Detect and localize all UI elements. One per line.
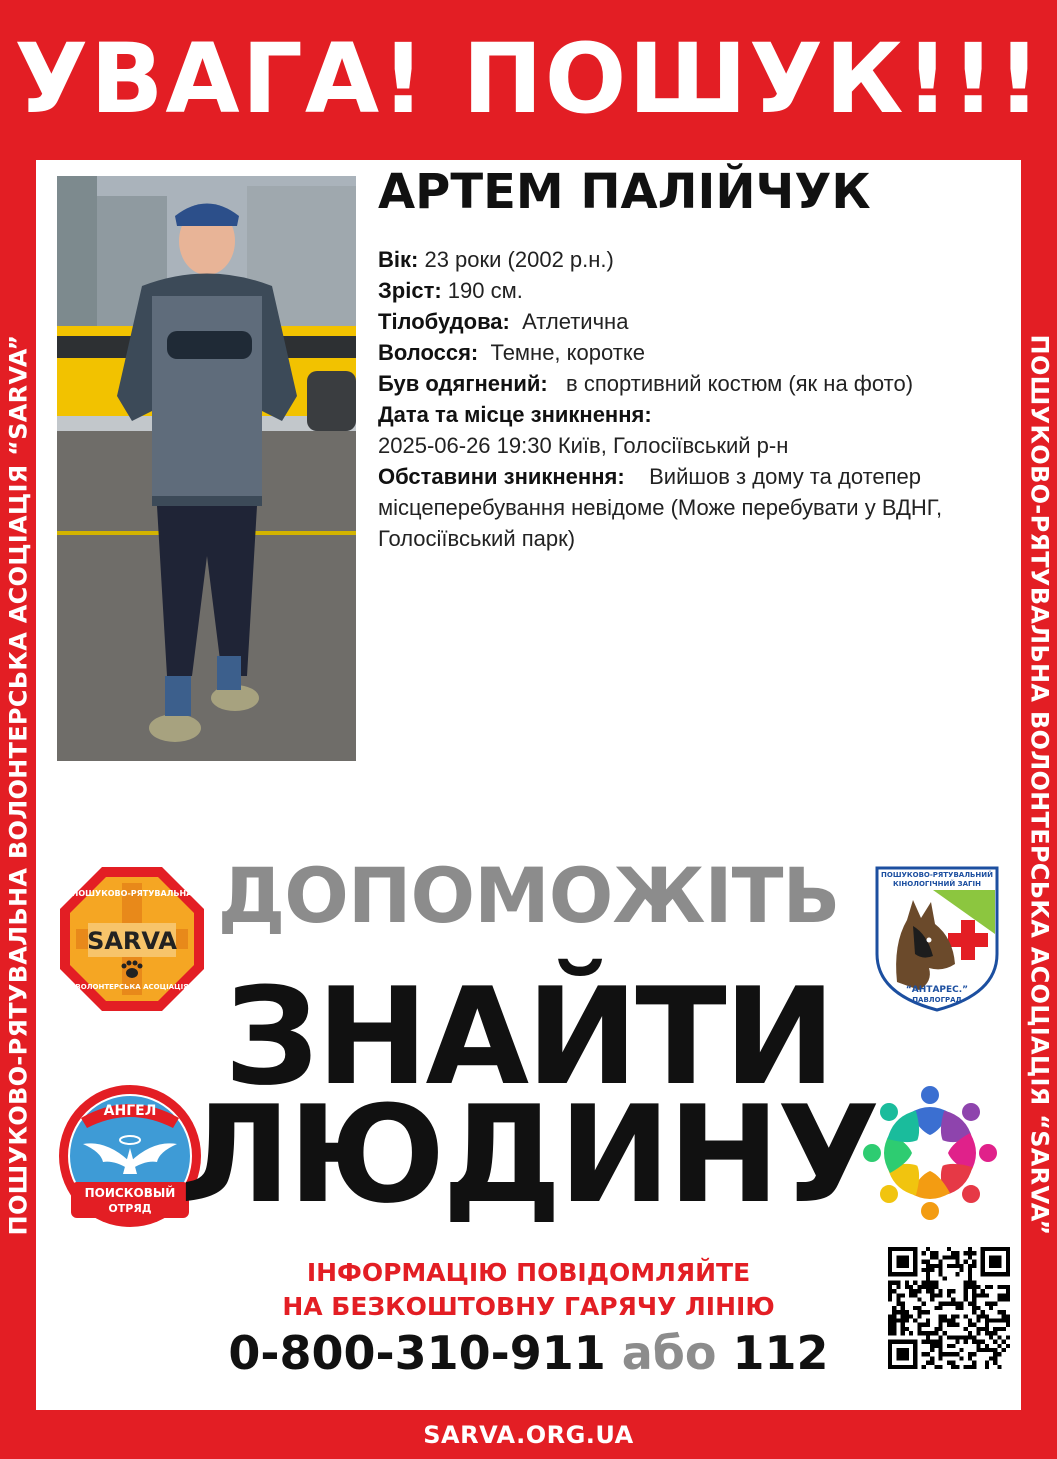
height-label: Зріст: bbox=[378, 278, 442, 303]
side-text-left: ПОШУКОВО-РЯТУВАЛЬНА ВОЛОНТЕРСЬКА АСОЦІАЦІЯ “SARVA” bbox=[4, 334, 33, 1236]
hair-row bbox=[378, 337, 998, 368]
poster-footer bbox=[0, 1410, 1057, 1459]
height-value: 190 см. bbox=[447, 278, 523, 303]
date-label: Дата та місце зникнення: bbox=[378, 402, 652, 427]
sarva-logo-name: SARVA bbox=[87, 927, 177, 955]
date-value: 2025-06-26 19:30 Київ, Голосіївський р-н bbox=[378, 433, 789, 458]
hotline-notice-line1: ІНФОРМАЦІЮ ПОВІДОМЛЯЙТЕ bbox=[306, 1258, 751, 1287]
photo-illustration bbox=[57, 176, 356, 761]
hotline-number[interactable]: 0-800-310-911 bbox=[228, 1326, 606, 1380]
find-heading-line1: ЗНАЙТИ bbox=[224, 959, 833, 1115]
date-label-row bbox=[378, 399, 998, 430]
angel-logo-top: АНГЕЛ bbox=[103, 1103, 157, 1119]
person-details bbox=[378, 244, 998, 554]
angel-logo-bottom1: ПОИСКОВЫЙ bbox=[84, 1186, 176, 1200]
circumstances-row bbox=[378, 461, 998, 554]
clothes-label: Був одягнений: bbox=[378, 371, 548, 396]
hotline-notice-line2: НА БЕЗКОШТОВНУ ГАРЯЧУ ЛІНІЮ bbox=[282, 1292, 775, 1321]
poster-header bbox=[0, 0, 1057, 158]
build-row bbox=[378, 306, 998, 337]
antares-top1: ПОШУКОВО-РЯТУВАЛЬНИЙ bbox=[881, 871, 993, 879]
phone-or: або bbox=[621, 1326, 717, 1380]
person-photo bbox=[57, 176, 356, 761]
clothes-row bbox=[378, 368, 998, 399]
age-value: 23 роки (2002 р.н.) bbox=[424, 247, 614, 272]
side-text-right: ПОШУКОВО-РЯТУВАЛЬНА ВОЛОНТЕРСЬКА АСОЦІАЦІЯ “SARVA” bbox=[1025, 334, 1054, 1236]
clothes-value: в спортивний костюм (як на фото) bbox=[566, 371, 914, 396]
qr-code[interactable] bbox=[888, 1246, 1010, 1370]
height-row bbox=[378, 275, 998, 306]
date-value-row bbox=[378, 430, 998, 461]
circumstances-value: Вийшов з дому та дотепер місцеперебування невідоме (Може перебувати у ВДНГ, Голосіївський парк) bbox=[378, 464, 943, 551]
build-label: Тілобудова: bbox=[378, 309, 510, 334]
age-row bbox=[378, 244, 998, 275]
angel-logo-bottom2: ОТРЯД bbox=[108, 1202, 152, 1215]
poster-title: УВАГА! ПОШУК!!! bbox=[14, 23, 1043, 135]
build-value: Атлетична bbox=[522, 309, 629, 334]
website-link[interactable]: SARVA.ORG.UA bbox=[423, 1420, 634, 1449]
antares-top2: КІНОЛОГІЧНИЙ ЗАГІН bbox=[893, 880, 981, 888]
qr-code-icon bbox=[888, 1246, 1010, 1370]
sarva-logo-bottom: ВОЛОНТЕРСЬКА АСОЦІАЦІЯ bbox=[75, 983, 189, 991]
age-label: Вік: bbox=[378, 247, 419, 272]
sarva-logo-top: ПОШУКОВО-РЯТУВАЛЬНА bbox=[71, 889, 193, 898]
emergency-number[interactable]: 112 bbox=[732, 1326, 829, 1380]
find-heading-line2: ЛЮДИНУ bbox=[179, 1077, 878, 1233]
circumstances-label: Обставини зникнення: bbox=[378, 464, 625, 489]
side-banner-right bbox=[1021, 160, 1057, 1410]
poster-content bbox=[36, 160, 1021, 1410]
person-name: АРТЕМ ПАЛІЙЧУК bbox=[378, 164, 871, 220]
phone-line bbox=[36, 1328, 1021, 1379]
hair-label: Волосся: bbox=[378, 340, 479, 365]
antares-city: ПАВЛОГРАД bbox=[912, 996, 962, 1004]
side-banner-left bbox=[0, 160, 36, 1410]
antares-name: “АНТАРЕС.” bbox=[905, 985, 969, 995]
help-heading: ДОПОМОЖІТЬ bbox=[217, 851, 840, 940]
hair-value: Темне, коротке bbox=[490, 340, 645, 365]
hotline-notice bbox=[36, 1256, 1021, 1324]
